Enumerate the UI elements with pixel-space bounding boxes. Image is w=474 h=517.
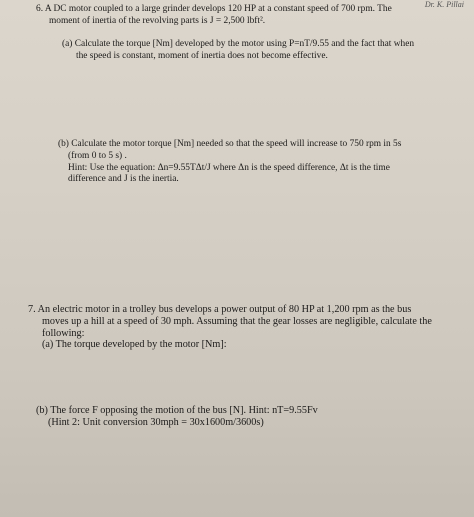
- q7a-line: (a) The torque developed by the motor [Nm]:: [42, 339, 227, 350]
- q7-line2: moves up a hill at a speed of 30 mph. Assuming that the gear losses are negligible, calculate the: [42, 316, 432, 327]
- q7b-line2: (Hint 2: Unit conversion 30mph = 30x1600m/3600s): [48, 417, 264, 428]
- q6b-line3: Hint: Use the equation: Δn=9.55TΔt/J where Δn is the speed difference, Δt is the time: [68, 163, 390, 173]
- q6-line2: moment of inertia of the revolving parts is J = 2,500 lbft².: [49, 16, 266, 26]
- q6b-line1: (b) Calculate the motor torque [Nm] needed so that the speed will increase to 750 rpm in 5s: [58, 139, 402, 149]
- q6b-line2: (from 0 to 5 s) .: [68, 151, 127, 161]
- q6a-line2: the speed is constant, moment of inertia does not become effective.: [76, 51, 328, 61]
- q6-line1: 6. A DC motor coupled to a large grinder develops 120 HP at a constant speed of 700 rpm. The: [36, 4, 392, 14]
- q7b-line1: (b) The force F opposing the motion of the bus [N]. Hint: nT=9.55Fv: [36, 405, 318, 416]
- q6a-line1: (a) Calculate the torque [Nm] developed by the motor using P=nT/9.55 and the fact that when: [62, 39, 415, 49]
- header-mark: Dr. K. Pillai: [424, 0, 464, 9]
- q7-line1: 7. An electric motor in a trolley bus develops a power output of 80 HP at 1,200 rpm as the bus: [28, 304, 412, 315]
- bleed-through-mark: [180, 95, 186, 118]
- q7-line3: following:: [42, 328, 85, 339]
- q6b-line4: difference and J is the inertia.: [68, 174, 179, 184]
